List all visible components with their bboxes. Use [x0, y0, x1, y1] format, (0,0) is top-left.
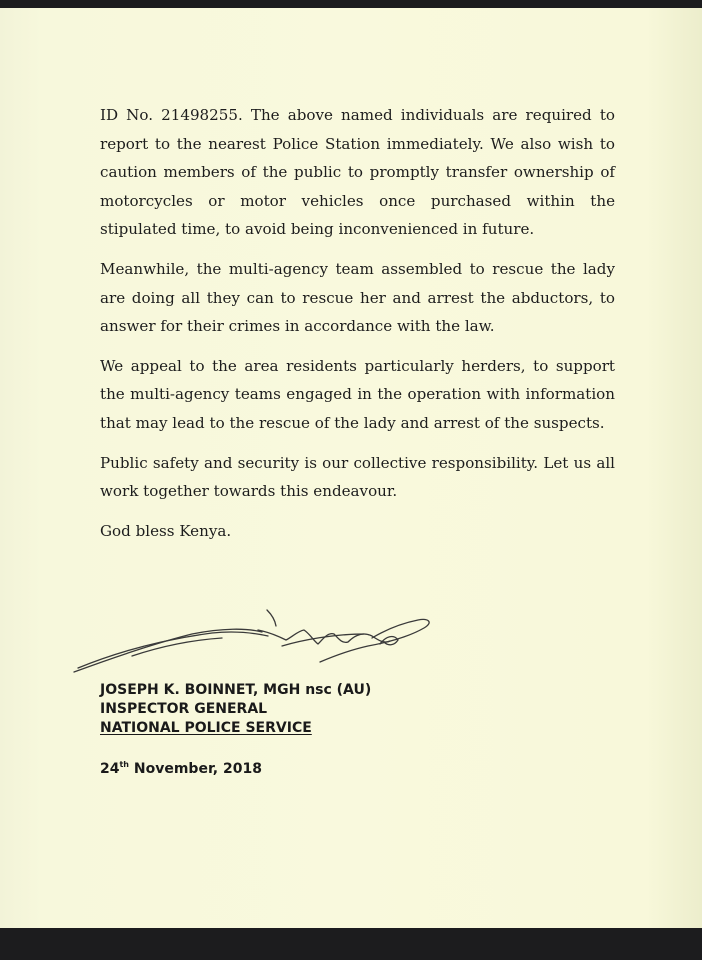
top-dark-band	[0, 0, 702, 8]
paragraph-appeal: We appeal to the area residents particularly herders, to support the multi-agency teams engaged in the operation with information that may lead to the rescue of the lady and arrest of the suspects.	[100, 356, 615, 432]
signatory-name: JOSEPH K. BOINNET, MGH nsc (AU)	[100, 682, 372, 698]
date-month-year: November, 2018	[133, 761, 262, 777]
handwritten-signature	[72, 606, 442, 682]
paragraph-public-safety: Public safety and security is our collective responsibility. Let us all work together towards this endeavour.	[100, 453, 615, 501]
signatory-organization: NATIONAL POLICE SERVICE	[100, 720, 312, 736]
paragraph-id-notice: ID No. 21498255. The above named individuals are required to report to the nearest Police Station immediately. We also wish to caution members of the public to promptly transfer ownership of motorcycles or motor vehicles once purchased within the stipulated time, to avoid being inconvenienced in future.	[100, 106, 615, 239]
letter-body	[100, 101, 615, 556]
bottom-dark-band	[0, 928, 702, 960]
date-day-suffix: th	[119, 760, 130, 769]
paragraph-closing: God bless Kenya.	[100, 521, 232, 540]
signatory-title: INSPECTOR GENERAL	[100, 701, 268, 717]
paragraph-rescue-team: Meanwhile, the multi-agency team assembled to rescue the lady are doing all they can to rescue her and arrest the abductors, to answer for their crimes in accordance with the law.	[100, 259, 615, 336]
signature-block	[100, 681, 371, 738]
date-day: 24	[100, 761, 120, 777]
letter-date	[100, 760, 262, 777]
